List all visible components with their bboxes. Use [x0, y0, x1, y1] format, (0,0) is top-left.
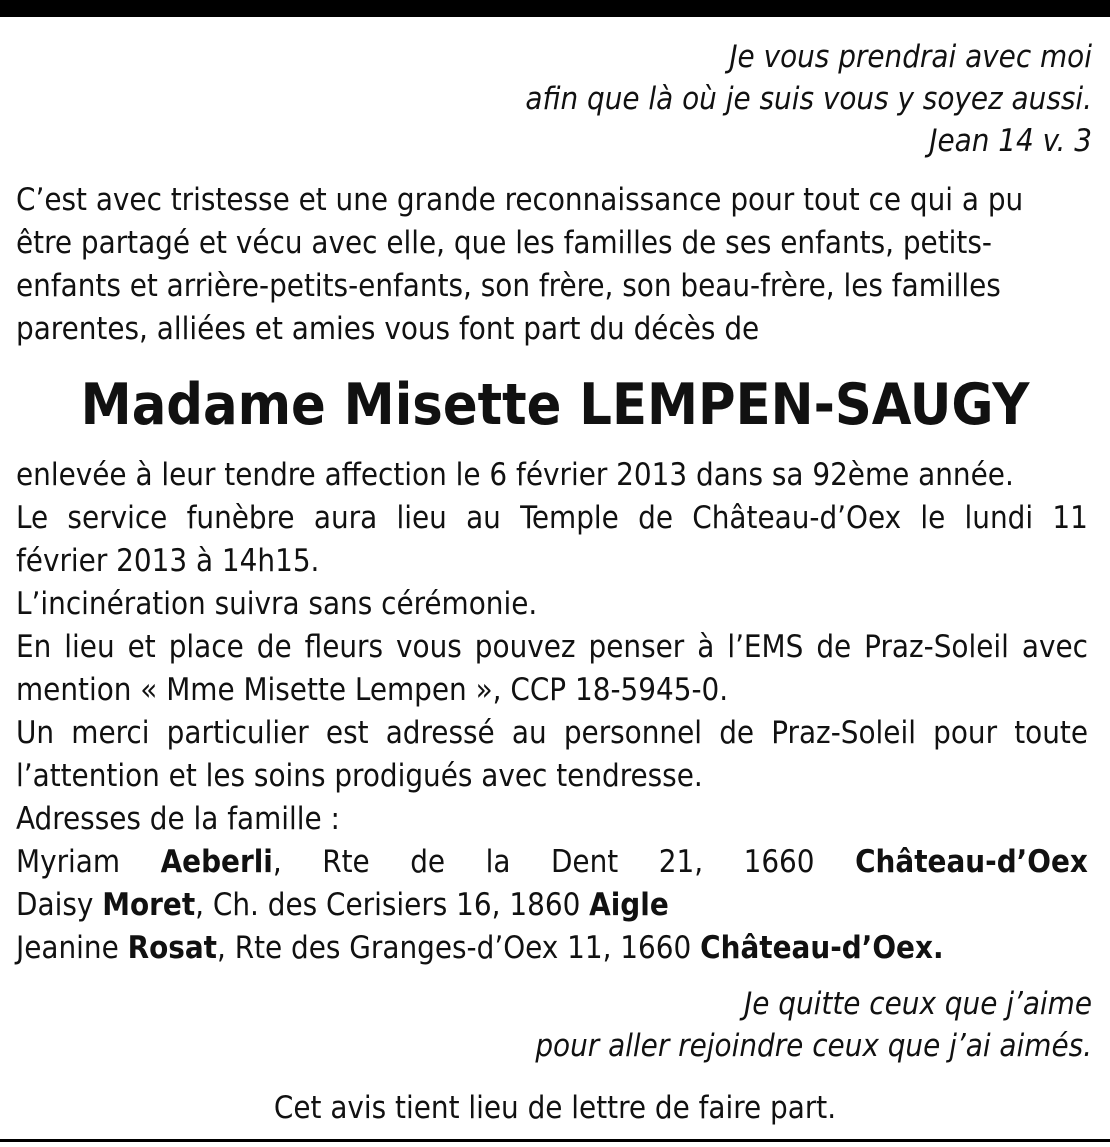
word: Praz-Soleil	[771, 715, 916, 751]
address-3-street: , Rte des Granges-d’Oex 11, 1660	[217, 930, 692, 966]
opening-bible-verse	[525, 36, 1092, 162]
word: merci	[71, 715, 150, 751]
word: adressé	[385, 715, 495, 751]
intro-line-3: enfants et arrière-petits-enfants, son frère, son beau-frère, les familles	[16, 268, 1001, 304]
address-3-last-name: Rosat	[127, 930, 218, 966]
family-addresses-label: Adresses de la famille :	[16, 801, 340, 837]
address-1-first-name: Myriam	[16, 844, 121, 880]
word: est	[325, 715, 369, 751]
address-1-word: 1660	[743, 844, 815, 880]
word: lieu	[396, 500, 447, 536]
address-1-word: la	[485, 844, 511, 880]
body-line-5	[16, 627, 1088, 667]
address-line-1	[16, 842, 1088, 882]
word: de	[638, 500, 673, 536]
word: de	[719, 715, 755, 751]
word: de	[816, 629, 852, 665]
word: place	[168, 629, 244, 665]
deceased-name-heading: Madame Misette LEMPEN-SAUGY	[80, 372, 1030, 438]
verse-line-1: Je vous prendrai avec moi	[729, 39, 1092, 75]
address-2-first-name: Daisy	[16, 887, 94, 923]
body-line-1: enlevée à leur tendre affection le 6 février 2013 dans sa 92ème année.	[16, 457, 1014, 493]
word: Le	[16, 500, 49, 536]
closing-verse-line-1: Je quitte ceux que j’aime	[744, 986, 1092, 1022]
closing-verse	[535, 983, 1092, 1067]
word: fleurs	[304, 629, 384, 665]
word: au	[466, 500, 501, 536]
address-line-2	[16, 885, 669, 925]
intro-line-1: C’est avec tristesse et une grande reconnaissance pour tout ce qui a pu	[16, 182, 1024, 218]
address-3-first-name: Jeanine	[16, 930, 119, 966]
address-1-word: Rte	[322, 844, 370, 880]
address-1-town: Château-d’Oex	[855, 844, 1088, 880]
closing-verse-line-2: pour aller rejoindre ceux que j’ai aimés.	[535, 1028, 1092, 1064]
word: pouvez	[474, 629, 576, 665]
body-line-3: février 2013 à 14h15.	[16, 543, 320, 579]
word: penser	[588, 629, 685, 665]
word: pour	[933, 715, 998, 751]
address-2-last-name: Moret	[102, 887, 196, 923]
word: au	[511, 715, 547, 751]
bottom-border-rule	[0, 1139, 1110, 1142]
word: l’EMS	[727, 629, 804, 665]
word: Temple	[520, 500, 619, 536]
verse-line-2: afin que là où je suis vous y soyez aussi.	[525, 81, 1092, 117]
word: personnel	[563, 715, 703, 751]
address-line-3	[16, 928, 944, 968]
intro-line-2: être partagé et vécu avec elle, que les familles de ses enfants, petits-	[16, 225, 992, 261]
word: particulier	[166, 715, 309, 751]
body-line-8: l’attention et les soins prodigués avec tendresse.	[16, 758, 703, 794]
verse-reference: Jean 14 v. 3	[929, 123, 1092, 159]
body-line-6: mention « Mme Misette Lempen », CCP 18-5945-0.	[16, 672, 729, 708]
body-line-4: L’incinération suivra sans cérémonie.	[16, 586, 538, 622]
word: service	[67, 500, 168, 536]
word: avec	[1021, 629, 1088, 665]
word: Château-d’Oex	[692, 500, 902, 536]
address-2-street: , Ch. des Cerisiers 16, 1860	[195, 887, 581, 923]
word: funèbre	[186, 500, 295, 536]
address-1-word: de	[410, 844, 446, 880]
word: lieu	[64, 629, 115, 665]
word: vous	[396, 629, 462, 665]
address-3-town: Château-d’Oex.	[700, 930, 944, 966]
notice-closing-text: Cet avis tient lieu de lettre de faire part.	[273, 1090, 837, 1126]
address-1-word: Dent	[550, 844, 619, 880]
word: 11	[1052, 500, 1088, 536]
word: Un	[16, 715, 55, 751]
word: toute	[1014, 715, 1088, 751]
intro-line-4: parentes, alliées et amies vous font part du décès de	[16, 311, 760, 347]
body-line-2	[16, 498, 1088, 538]
word: à	[697, 629, 715, 665]
address-2-town: Aigle	[589, 887, 669, 923]
body-line-7	[16, 713, 1088, 753]
word: En	[16, 629, 52, 665]
word: aura	[313, 500, 378, 536]
word: le	[920, 500, 946, 536]
address-1-last-name: Aeberli,	[160, 844, 282, 880]
word: et	[127, 629, 156, 665]
word: Praz-Soleil	[864, 629, 1009, 665]
top-border-rule	[0, 0, 1110, 17]
address-1-word: 21,	[658, 844, 704, 880]
word: lundi	[964, 500, 1034, 536]
word: de	[256, 629, 292, 665]
